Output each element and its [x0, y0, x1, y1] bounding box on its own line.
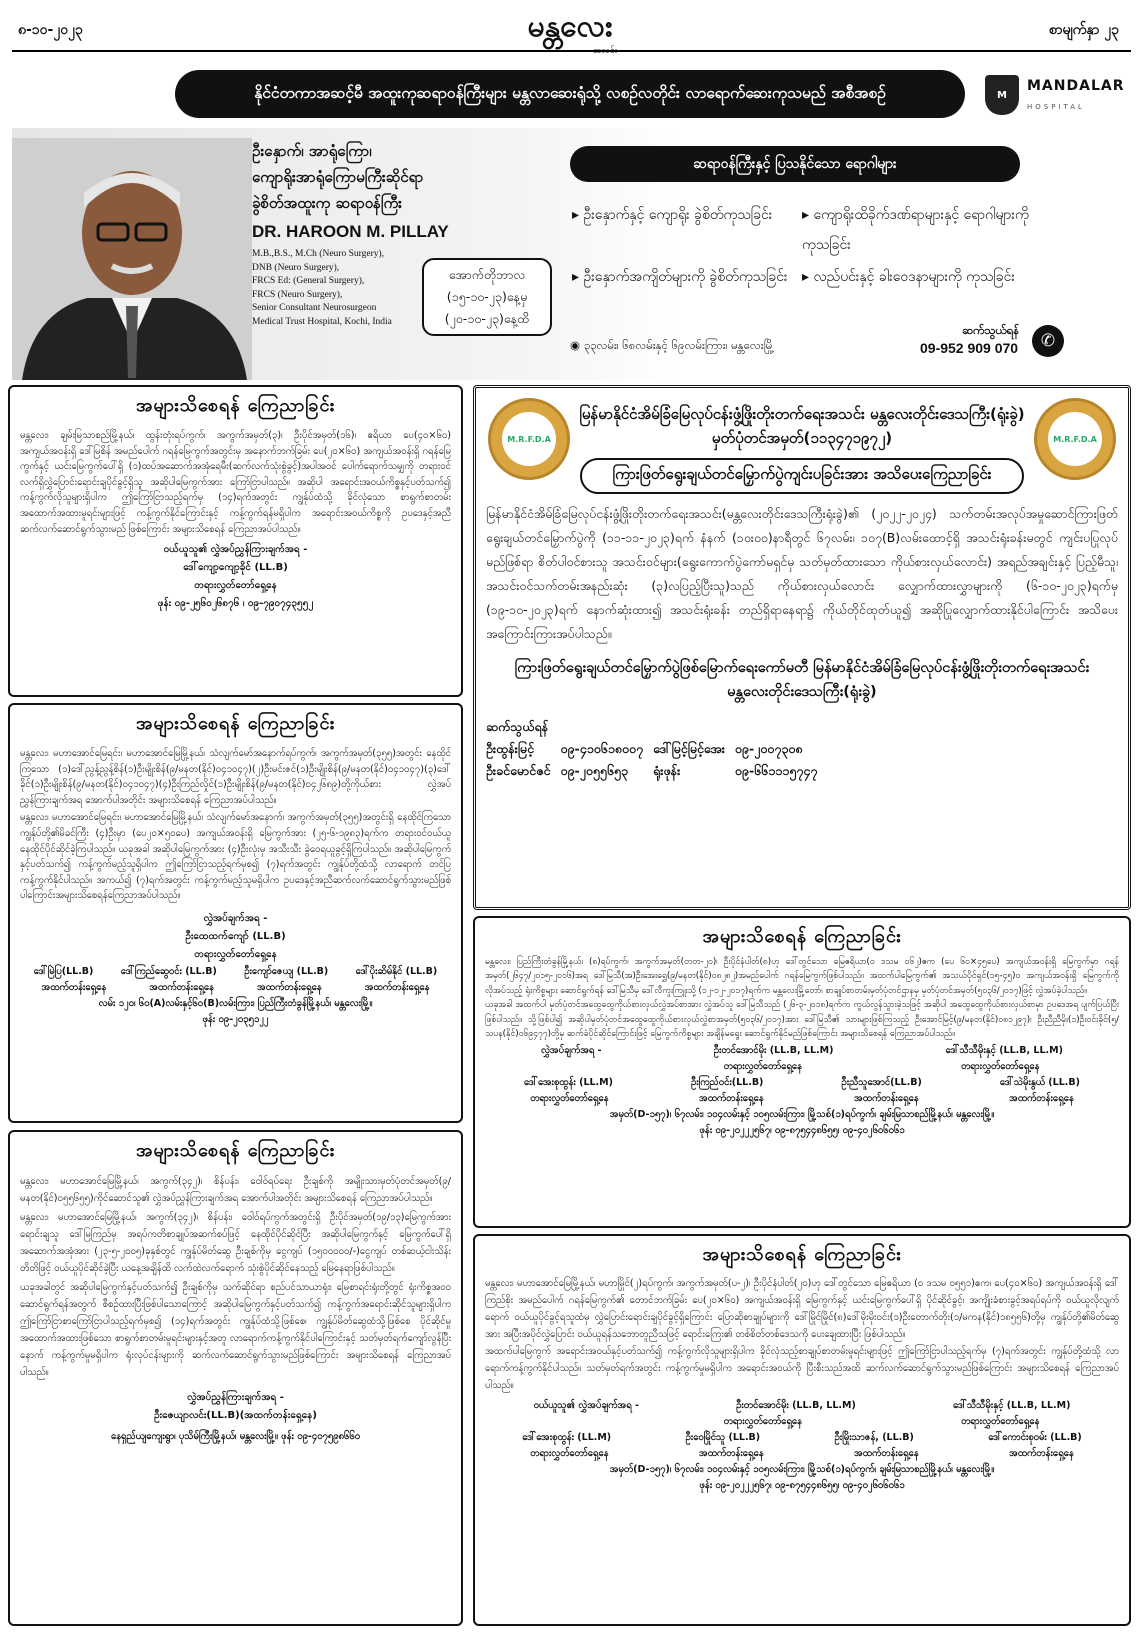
lawyer-name: ဒေါ်ကျော့ကျော့ခိုင် (LL.B) — [183, 562, 288, 574]
logo-name: MANDALAR — [1027, 77, 1125, 94]
lawyer-name: ဒေါ်ကြည်ဆွေဝင်း (LL.B) — [120, 965, 217, 977]
lawyer-role: တရားလွှတ်တော်ရှေ့နေ — [961, 1416, 1040, 1427]
doctor-photo — [12, 138, 252, 380]
notice-signature: လွှဲအပ်ချက်အရ - — [203, 912, 268, 924]
lawyer-name: ဦးဇေယျာလင်း(LL.B)(အထက်တန်းရှေ့နေ) — [154, 1410, 317, 1421]
service-item: ▸ ဦးနှောက်နှင့် ကျောရိုး ခွဲစိတ်ကုသခြင်း — [572, 207, 773, 223]
notice-body: မန္တလေး၊ မဟာအောင်မြေမြို့နယ်၊ မဟာမြိုင်(၂)ရပ်ကွက်၊ အကွက်အမှတ်(ပ-၂)၊ ဦးပိုင်နံပါတ်(၂၀)ဟု ဒေါ်တွင်သော မြေဧရိယာ (၀ ဒသမ ၀၅၅၁)ဧက၊ ပေ(၄၀×၆၀) အကျယ်အဝန်းရှိ ဒေါ်ကြည်စိုး အမည်ပေါက် ဂရန်မြေကွက်၏ တောင်ဘက်ခြမ်း ပေ(၂၀×၆၀) အကျယ်အဝန်းရှိ မြေကွက်နှင့် ယင်းမြေကွက်ပေါ်ရှိ ပိုင်ဆိုင်ခွင့်၊ အကျိုးခံစားခွင့်အရပ်ရပ်ကို ဝယ်ယူလိုလျက်ရောက် ဝယ်ယူပိုင်ခွင့်ရသူထံမှ လွှဲပြောင်းရောင်းချပိုင်ခွင့်ရှိကြောင်း ပြောဆိုစာချုပ်များကို ဒေါ်မြိုင်မြိုင်(၈)ဒေါ်မိုးမိုးဝင်း(၁)ဦးတောက်တိုး(၁/မကန(နိုင်)၁၈၅၅၆)တို့မှ ကျွန်ုပ်တို့၏မိတ်ဆွေအား အပြီးအပိုင်လွှဲပြောင်း ဝယ်ယူရန်သဘောတူညီသဖြင့် ရောင်းကြေး၏ တစ်စိတ်တစ်ဒေသကို ပေးချေထားပြီး ဖြစ်ပါသည်။ — [485, 1278, 1119, 1340]
hospital-logo — [985, 72, 1125, 118]
lawyer-list — [485, 1398, 1119, 1414]
lawyer-role: တရားလွှတ်တော်ရှေ့နေ — [530, 1093, 609, 1105]
lawyer-role: တရားလွှတ်တော်ရှေ့နေ — [723, 1061, 802, 1073]
lawyer-roles — [485, 1059, 1119, 1075]
notice-address: အမှတ်(D-၁၅၇)၊ ၆၇လမ်း၊ ၁၀၄လမ်းနှင့် ၁၀၅လမ်းကြား၊ မြို့သစ်(၁)ရပ်ကွက်၊ ချမ်းမြသာစည်မြို့နယ်၊ မန္တလေးမြို့။ — [609, 1109, 995, 1121]
lawyer-role: အထက်တန်းရှေ့နေ — [149, 981, 214, 993]
notice-5 — [473, 1234, 1131, 1626]
lawyer-role: တရားလွှတ်တော်ရှေ့နေ — [194, 580, 277, 592]
hospital-phone: 09-952 909 070 — [920, 340, 1019, 356]
contact-phone: ၀၉-၆၆၁၁၁၅၇၄၇ — [734, 763, 818, 778]
notice-title: အများသိစေရန် ကြေညာခြင်း — [135, 395, 336, 416]
notice-title: အများသိစေရန် ကြေညာခြင်း — [135, 713, 336, 734]
notice-body: မန္တလေး၊ ပြည်ကြီးတံခွန်မြို့နယ်၊ (၈)ရပ်ကွက်၊ အကွက်အမှတ်(တတ-၂၀)၊ ဦးပိုင်နံပါတ်(၈)ဟု ဒေါ်တွင်သော မြေဧရိယာ(၀ ဒသမ ၀၆၂)ဧက (ပေ ၆၀×၄၅ပေ) အကျယ်အဝန်းရှိ မြေကွက်မှာ ဂရန်အမှတ်(၂၆၄၇/၂၀၁၅-၂၀၁၆)အရ ဒေါ်မြသီ(အ)ဦးအေးရွှေ(၉/မနတ(နိုင်)၀၈၂၈၂)အမည်ပေါက် ဂရန်မြေကွက်ဖြစ်ပါသည်။ အထက်ပါမြေကွက်၏ အသယ်ပိုင်ရှင်(၁၅-၄၅)ဝ အကျယ်အဝန်းရှိ မြေကွက်ကို လိုအပ်သည့် ရုံးကိစ္စများ ဆောင်ရွက်ရန် ဒေါ်မြသီမှ ဒေါ်လီကူးကြူးသို့ (၁၂-၁၂-၂၀၁၇)ရက်က မန္တလေးမြို့တော်၊ စာချုပ်စာတမ်းမှတ်ပုံတင်ဌာနမှ မှတ်ပုံတင်အမှတ်(၅၀၃၆/၂၀၁၇)ဖြင့် လွှဲအပ်ခဲ့ပါသည်။ — [485, 957, 1119, 996]
lawyer-name: ဒေါ်သဲမိုးနွယ် (LL.B) — [999, 1077, 1080, 1089]
notice-phone: ဖုန်း ၀၉-၂၅၆၀၂၆၈၇၆ ၊ ၀၉-၇၉၀၇၄၃၅၅၂ — [157, 598, 314, 610]
notice-body: ယခုအခါ အထက်ပါ မှတ်ပုံတင်အထွေထွေကိုယ်စားလှယ်လွှဲအပ်စာအား လွှဲအပ်သူ ဒေါ်မြသီသည် (၂၆-၃-၂၀၁၈)ရက်က ကွယ်လွန်သွားခဲ့သဖြင့် အဆိုပါ အထွေထွေကိုယ်စားလှယ်စာမှာ ဥပဒေအရ ပျက်ပြယ်ပြီးဖြစ်ပါသည်။ သို့ဖြစ်ပါ၍ အဆိုပါမှတ်ပုံတင်အထွေထွေကိုယ်စားလှယ်လွှဲစာအမှတ်(၅၀၃၆/၂၀၁၇)အား ဒေါ်မြသီ၏ သားများဖြစ်ကြသည့် ဦးအောင်မြင့်(၉/မနတ(နိုင်)၀၈၁၂၉၇)၊ ဦးညီညီမိုး(၁)ဦးဝင်းခိုင်(၅/သပန(နိုင်)၀၆၉၄၇၇)တို့မှ ဆက်ခံပိုင်ဆိုင်ကြောင်းဖြင့် မြေကွက်ကိစ္စများ အချိန်မရွေး ဆောင်ရွက်နိုင်မည်ဖြစ်ကြောင်း အများသိစေရန် ကြေညာအပ်ပါသည်။ — [485, 1000, 1119, 1040]
credential-line: FRCS (Neuro Surgery), — [252, 289, 343, 300]
contact-label: ဆက်သွယ်ရန် — [962, 323, 1020, 337]
notice-address: အမှတ်(D-၁၅၇)၊ ၆၇လမ်း၊ ၁၀၄လမ်းနှင့် ၁၀၅လမ်းကြား၊ မြို့သစ်(၁)ရပ်ကွက်၊ ချမ်းမြသာစည်မြို့နယ်၊ မန္တလေးမြို့။ — [609, 1464, 995, 1475]
header-rule — [12, 50, 1131, 52]
notice-body: အထက်ပါမြေကွက် အရောင်းအဝယ်နှင့်ပတ်သက်၍ ကန့်ကွက်လိုသူများရှိပါက ခိုင်လုံသည့်စာချုပ်စာတမ်းမူရင်းများဖြင့် ဤကြော်ငြာပါသည့်ရက်မှ (၇)ရက်အတွင်း ကျွန်ုပ်တို့ထံသို့ လာရောက်ကန့်ကွက်နိုင်ပါသည်။ သတ်မှတ်ရက်အတွင်း ကန့်ကွက်မှုမရှိပါက အရောင်းအဝယ်ကို ပြီးစီးသည်အထိ ဆက်လက်ဆောင်ရွက်သွားမည်ဖြစ်ကြောင်း အများသိစေရန် ကြေညာအပ်ပါသည်။ — [485, 1346, 1119, 1391]
service-item: ▸ လည်ပင်းနှင့် ခါးဝေဒနာများကို ကုသခြင်း — [802, 269, 1015, 285]
lawyer-role: တရားလွှတ်တော်ရှေ့နေ — [723, 1416, 802, 1427]
lawyer-name: ဦးကျော်ဇေယျ (LL.B) — [244, 965, 329, 977]
service-item: ▸ ဦးနှောက်အကျိတ်များကို ခွဲစိတ်ကုသခြင်း — [572, 269, 788, 285]
lawyer-name: ဦးဝေမြိုင်သူ (LL.B) — [685, 1432, 761, 1443]
contact-block — [486, 716, 1118, 782]
contact-phone: ၀၉-၂၀၀၇၃၀၈ — [734, 741, 803, 756]
phone-icon: ✆ — [1032, 325, 1064, 357]
lawyer-role: အထက်တန်းရှေ့နေ — [698, 1448, 764, 1459]
notice-2 — [8, 703, 463, 1123]
credential-line: DNB (Neuro Surgery), — [252, 262, 340, 273]
contact-name: ဦးထွန်းမြင့် — [486, 741, 535, 756]
lawyer-list — [485, 1075, 1119, 1091]
notice-body: ယခုအခါတွင် အဆိုပါမြေကွက်နှင့်ပတ်သက်၍ ဦးချစ်ကိုမှ သက်ဆိုင်ရာ စည်ပင်သာယာရုံး၊ မြေစာရင်းရုံးတို့တွင် ရုံးကိစ္စအဝဝဆောင်ရွက်ရန်အတွက် စီစဉ်ထားပြီးဖြစ်ပါသောကြောင့် အဆိုပါမြေကွက်နှင့်ပတ်သက်၍ ကန့်ကွက်အရောင်းဆိုင်သူများရှိပါက ဤကြော်ငြာစာကြော်ငြာပါသည့်ရက်မှစ၍ (၁၄)ရက်အတွင်း ကျွန်ုပ်ထံသို့ဖြစ်စေ၊ ကျွန်ုပ်မိတ်ဆွေထံသို့ဖြစ်စေ ပိုင်ဆိုင်မှုအထောက်အထားဖြစ်သော စာရွက်စာတမ်းမူရင်းများနှင့်အတူ လာရောက်ကန့်ကွက်နိုင်ပါကြောင်းနှင့် သတ်မှတ်ရက်ကျော်လွန်ပြီးနောက် ကန့်ကွက်မှုမရှိပါက ရုံးလုပ်ငန်းများကို ဆက်လက်ဆောင်ရွက်သွားမည်ဖြစ်ကြောင်း အများသိစေရန် ကြေညာအပ်ပါသည်။ — [20, 1282, 451, 1378]
service-item: ▸ ကျောရိုးထိခိုက်ဒဏ်ရာများနှင့် ရောဂါများကို ကုသခြင်း — [802, 207, 1029, 253]
lawyer-role: အထက်တန်းရှေ့နေ — [698, 1093, 764, 1105]
notice-3 — [8, 1130, 463, 1626]
notice-title: အများသိစေရန် ကြေညာခြင်း — [135, 1140, 336, 1161]
notice-subtitle: ကြားဖြတ်ရွေးချယ်တင်မြှောက်ပွဲကျင်းပခြင်းအား အသိပေးကြေညာခြင်း — [580, 458, 1024, 494]
lawyer-list — [485, 1430, 1119, 1446]
doctor-title — [252, 138, 482, 216]
lawyer-roles — [485, 1091, 1119, 1107]
lawyer-name: ဒေါ်ပိုးဆိမ်နိုင် (LL.B) — [355, 965, 438, 977]
lawyer-name: ဦးထေထက်ကျော် (LL.B) — [185, 930, 286, 942]
lawyer-role: တရားလွှတ်တော်ရှေ့နေ — [530, 1448, 609, 1459]
visit-month: အောက်တိုဘာလ — [448, 267, 526, 282]
notice-body: မြန်မာနိုင်ငံအိမ်ခြံမြေလုပ်ငန်းဖွံ့ဖြိုးတိုးတက်ရေးအသင်း(မန္တလေးတိုင်းဒေသကြီးရုံးခွဲ)၏ (၂၀၂၂-၂၀၂၄) သက်တမ်းအလုပ်အမှုဆောင်ကြားဖြတ်ရွေးချယ်တင်မြှောက်ပွဲကို (၁၁-၁၁-၂၀၂၃)ရက် နံနက် (၁၀း၀၀)နာရီတွင် ၆၇လမ်း၊ ၁၀၇(B)လမ်းထောင့်ရှိ အသင်းရုံးခန်းမတွင် ကျင်းပပြုလုပ်မည်ဖြစ်ရာ စိတ်ပါဝင်စားသူ အသင်းဝင်များ(ရွေးကောက်ပွဲကော်မရှင်မှ သတ်မှတ်ထားသော ကိုယ်စားလှယ်လောင်း) အရည်အချင်းနှင့် ပြည့်မီသူ၊ အသင်းဝင်သက်တမ်းအနည်းဆုံး (၃)လပြည့်ပြီးသူ)သည် ကိုယ်စားလှယ်လောင်း လျှောက်ထားလွှာများကို (၆-၁၀-၂၀၂၃)ရက်မှ (၁၉-၁၀-၂၀၂၃)ရက် နောက်ဆုံးထား၍ အသင်းရုံးခန်း တည်ရှိရာနေရာ၌ ကိုယ်တိုင်ထုတ်ယူ၍ အဆိုပြုလျှောက်ထားနိုင်ပါကြောင်း အသိပေးအကြောင်းကြားအပ်ပါသည်။ — [486, 506, 1118, 641]
doctor-title-2: ကျောရိုးအာရုံကြောမကြီးဆိုင်ရာ — [252, 168, 424, 186]
logo-sub: HOSPITAL — [1027, 102, 1085, 111]
notice-title: အများသိစေရန် ကြေညာခြင်း — [702, 926, 902, 947]
notice-body: မန္တလေး၊ ချမ်းမြသာစည်မြို့နယ်၊ ထွန်းတုံးရပ်ကွက်၊ အကွက်အမှတ်(၃)၊ ဦးပိုင်အမှတ်(၁၆)၊ ဧရိယာ ပေ(၄၀×၆၀) အကျယ်အဝန်းရှိ ဒေါ်မြစိန် အမည်ပေါက် ဂရန်မြေကွက်အတွင်းမှ အနောက်ဘက်ခြမ်း ပေ(၂၀×၆၀) အကျယ်အဝန်းရှိ ဂရန်မြေကွက်နှင့် ယင်းမြေကွက်ပေါ်ရှိ (၁)ထပ်အဆောက်အအုံရေမီး(ဆက်လက်သုံးစွဲခွင့်)အပါအဝင် ပေါက်ရောက်သမျှကို တရားဝင်လက်ရှိလွှဲပြောင်းရောင်းချပိုင်ခွင့်ရှိသူ အဆိုပါမြေကွက်အား ကြော်ငြာပါသည်။ အဆိုပါ အရောင်းအဝယ်ကိစ္စနှင့်ပတ်သက်၍ ကန့်ကွက်လိုသူများရှိပါက ဤကြော်ငြာသည့်ရက်မှ (၁၄)ရက်အတွင်း ကျွန်ုပ်ထံသို့ ခိုင်လုံသော စာရွက်စာတမ်း အထောက်အထားမူရင်းများဖြင့် ကန့်ကွက်နိုင်ကြောင်းနှင့် ကန့်ကွက်ရန်မရှိပါက အရောင်းအဝယ်ကိစ္စကို ဥပဒေနှင့်အညီ ဆက်လက်ဆောင်ရွက်သွားမည် ဖြစ်ကြောင်း အများသိစေရန် ကြေညာအပ်ပါသည်။ — [20, 430, 451, 535]
election-notice — [473, 385, 1131, 910]
issue-date: ၈-၁၀-၂၀၂၃ — [18, 22, 83, 38]
lawyer-name: ဦးမြိုးသာဇန်, (LL.B) — [834, 1432, 914, 1443]
contact-label: ဆက်သွယ်ရန် — [486, 719, 549, 734]
visit-to: (၂၀-၁၀-၂၃)နေ့ထိ — [444, 311, 530, 326]
lawyer-role: အထက်တန်းရှေ့နေ — [364, 981, 430, 993]
association-heading: မြန်မာနိုင်ငံအိမ်ခြံမြေလုပ်ငန်းဖွံ့ဖြိုးတိုးတက်ရေးအသင်း မန္တလေးတိုင်းဒေသကြီး(ရုံးခွဲ) မှတ်ပုံတင်အမှတ်(၁၁၃၄၇၁၉၇၂) — [579, 405, 1025, 447]
notice-body: မန္တလေး၊ မဟာအောင်မြေရင်း၊ မဟာအောင်မြေမြို့နယ်၊ သံလျက်မော်အနောက်ရပ်ကွက်၊ အကွက်အမှတ်(၃၅၅)အတွင်း နေထိုင်ကြသော (၁)ဒေါ်ညွန့်ညွန့်စိန်(၁)ဦးမျိုးစိန်(၉/မနတ(နိုင်)၀၄၁၀၄၇)(၂)ဦးမင်းဇင်(၁)ဦးမျိုးစိန်(၉/မနတ(နိုင်)၀၄၁၀၄၇)(၃)ဒေါ်ခိုင်(၁)ဦးမျိုးစိန်(၉/မနတ(နိုင်)၀၄၁၀၄၇)(၄)ဦးကြည်လှိုင်(၁)ဦးမျိုးစိန်(၉/မနတ(နိုင်)၀၄၂၆၈၉)တို့ကိုယ်စား လွှဲအပ်ညွှန်ကြားချက်အရ အောက်ပါအတိုင်း အများသိစေရန် ကြေညာအပ်ပါသည်။ — [20, 748, 451, 806]
notice-signature: ဝယ်ယူသူ၏ လွှဲအပ်ချက်အရ - — [533, 1400, 639, 1411]
lawyer-roles — [20, 980, 451, 996]
visit-from: (၁၅-၁၀-၂၃)နေ့မှ — [446, 289, 528, 304]
services-label: ဆရာဝန်ကြီးနှင့် ပြသနိုင်သော ရောဂါများ — [570, 146, 1020, 182]
association-emblem-left — [488, 398, 570, 480]
notice-body: မန္တလေး၊ မဟာအောင်မြေမြို့နယ်၊ အကွက်(၃၄၂)၊ စိန်ပန်း၊ ဝေါဝ်ရပ်ရေး ဦးချစ်ကို အမျိုးသားမှတ်ပုံတင်အမှတ်(၉/မနတ(နိုင်)၀၅၅၆၅၅)ကိုင်ဆောင်သူ၏ လွှဲအပ်ညွှန်ကြားချက်အရ အောက်ပါအတိုင်း အများသိစေရန် ကြေညာအပ်ပါသည်။ — [20, 1176, 451, 1204]
lawyer-list — [20, 964, 451, 980]
lawyer-role: တရားလွှတ်တော်ရှေ့နေ — [194, 948, 277, 960]
emblem-text: M.R.F.D.A — [1048, 412, 1102, 466]
lawyer-role: အထက်တန်းရှေ့နေ — [1009, 1093, 1074, 1105]
lawyer-role: အထက်တန်းရှေ့နေ — [854, 1093, 919, 1105]
credential-line: FRCS Ed: (General Surgery), — [252, 276, 365, 286]
notice-signature: လွှဲအပ်ချက်အရ - — [541, 1045, 602, 1057]
contact-phone: ၀၉-၄၁၀၆၁၈၀၀၇ — [560, 741, 644, 756]
lawyer-name: ဒေါ်အေးစုထွန်း (LL.M) — [522, 1432, 612, 1443]
location-pin-icon: ◉ — [570, 338, 581, 352]
association-emblem-right — [1034, 398, 1116, 480]
notice-phone: ဖုန်း ၀၉-၂၀၂၂၂၅၆၇၊ ၀၉-၈၇၅၄၄၈၆၅၅၊ ၀၉-၄၀၂၆၀၆၀၆၁ — [699, 1125, 905, 1137]
masthead-title: မန္တလေး — [527, 9, 613, 44]
credential-line: Senior Consultant Neurosurgeon — [252, 303, 377, 313]
lawyer-role: အထက်တန်းရှေ့နေ — [854, 1448, 919, 1459]
doctor-ad — [12, 128, 1131, 380]
notice-1 — [8, 385, 463, 697]
lawyer-roles — [485, 1414, 1119, 1430]
contact-name: ဦးခင်မောင်ဇင် — [486, 763, 551, 778]
contact-name: ဒေါ်မြင့်မြင့်အေး — [653, 741, 725, 756]
lawyer-name: ဒေါ်ကောင်းစုဝမ်း (LL.B) — [988, 1432, 1082, 1443]
lawyer-role: အထက်တန်းရှေ့နေ — [257, 981, 322, 993]
doctor-name: DR. HAROON M. PILLAY — [252, 222, 449, 241]
doctor-title-3: ခွဲစိတ်အထူးကု ဆရာဝန်ကြီး — [252, 194, 402, 212]
contact-table — [486, 738, 827, 782]
contact-row — [486, 760, 827, 782]
notice-phone: ဖုန်း ၀၉-၂၀၃၅၁၂၂ — [202, 1013, 269, 1025]
lawyer-name: ဒေါ်သီသီမိုးနှင့် (LL.B, LL.M) — [945, 1045, 1063, 1057]
notice-signature: ဝယ်ယူသူ၏ လွှဲအပ်ညွှန်ကြားချက်အရ - — [163, 544, 308, 556]
doctor-title-1: ဦးနှောက်၊ အာရုံကြော၊ — [252, 142, 372, 160]
credential-line: Medical Trust Hospital, Kochi, India — [252, 316, 392, 327]
notice-4 — [473, 916, 1131, 1228]
hospital-banner: နိုင်ငံတကာအဆင့်မီ အထူးကုဆရာဝန်ကြီးများ မန္တလာဆေးရုံသို့ လစဉ်လတိုင်း လာရောက်ဆေးကုသမည် အစီအစဉ် — [175, 70, 965, 118]
lawyer-name: ဒေါ်သီသီမိုးနှင့် (LL.B, LL.M) — [952, 1400, 1071, 1411]
lawyer-name: ဒေါ်အေးစုထွန်း (LL.M) — [524, 1077, 613, 1089]
contact-name: ရုံးဖုန်း — [653, 763, 681, 778]
lawyer-name: ဦးညီသူအောင်(LL.B) — [841, 1077, 922, 1089]
lawyer-name: ဦးတင်အောင်မိုး (LL.B, LL.M) — [713, 1045, 834, 1057]
notice-address: လမ်း ၁၂၀၊ ၆၀(A)လမ်းနှင့်၆၀(B)လမ်းကြား၊ ပြည်ကြီးတံခွန်မြို့နယ်၊ မန္တလေးမြို့။ — [98, 997, 373, 1009]
notice-title: အများသိစေရန် ကြေညာခြင်း — [702, 1244, 902, 1265]
lawyer-list — [485, 1043, 1119, 1059]
lawyer-role: အထက်တန်းရှေ့နေ — [1009, 1448, 1074, 1459]
page-number: စာမျက်နှာ ၂၃ — [1048, 22, 1119, 38]
notice-body: မန္တလေး၊ မဟာအောင်မြေမြို့နယ်၊ အကွက်(၃၄၂)၊ စိန်ပန်း၊ ဝေါဝ်ရပ်ကွက်အတွင်းရှိ ဦးပိုင်အမှတ်(၁၉/၁၃)မြေကွက်အား ရောင်းချသူ ဒေါ်မြကြည်မှ အရပ်ကတိစာချုပ်အဆက်စပ်ဖြင့် နေထိုင်ပိုင်ဆိုင်ပြီး အဆိုပါမြေကွက်နှင့် မြေကွက်ပေါ်ရှိ အဆောက်အအုံအား (၂၃-၅-၂၀၀၅)ခုနှစ်တွင် ကျွန်ုပ်မိတ်ဆွေ ဦးချစ်ကိုမှ ငွေကျပ် (၁၅၀၀၀၀၀/-)ငွေကျပ် တစ်ဆယ့်ငါးသိန်းတိတိဖြင့် ဝယ်ယူပိုင်ဆိုင်ခဲ့ပြီး ယနေ့အချိန်ထိ လက်ထဲလက်ရောက် သုံးစွဲပိုင်ဆိုင်နေသည့် မြေနေရာဖြစ်ပါသည်။ — [20, 1212, 451, 1274]
notice-signature: လွှဲအပ်ညွှန်ကြားချက်အရ - — [187, 1392, 284, 1403]
lawyer-name: ဦးကြည်ဝင်း(LL.B) — [690, 1077, 764, 1089]
shield-icon: M — [985, 75, 1019, 115]
doctor-credentials — [252, 248, 442, 329]
lawyer-role: တရားလွှတ်တော်ရှေ့နေ — [961, 1061, 1040, 1073]
visit-dates — [422, 258, 552, 336]
contact-phone: ၀၉-၂၀၅၅၆၅၃ — [560, 763, 629, 778]
lawyer-name: ဦးတင်အောင်မိုး (LL.B, LL.M) — [736, 1400, 856, 1411]
committee-name: ကြားဖြတ်ရွေးချယ်တင်မြှောက်ပွဲဖြစ်မြောက်ရေးကော်မတီ မြန်မာနိုင်ငံအိမ်ခြံမြေလုပ်ငန်းဖွံ့ဖြိုးတိုးတက်ရေးအသင်း မန္တလေးတိုင်းဒေသကြီး(ရုံးခွဲ) — [514, 660, 1090, 700]
lawyer-roles — [485, 1446, 1119, 1462]
contact-row — [486, 738, 827, 760]
hospital-address: ◉ ၃၃လမ်း၊ ၆၈လမ်းနှင့် ၆၉လမ်းကြား၊ မန္တလေးမြို့ — [570, 338, 774, 352]
credential-line: M.B.,B.S., M.Ch (Neuro Surgery), — [252, 249, 385, 259]
emblem-text: M.R.F.D.A — [502, 412, 556, 466]
lawyer-name: ဒေါ်မြဲပြ(LL.B) — [33, 965, 94, 977]
lawyer-role: အထက်တန်းရှေ့နေ — [41, 981, 107, 993]
notice-phone: ဖုန်း ၀၉-၂၀၂၂၂၅၆၇၊ ၀၉-၈၇၅၄၄၈၆၅၅၊ ၀၉-၄၀၂၆၀၆၀၆၁ — [699, 1480, 905, 1491]
notice-address: နေရှည်ယျကျေးရွာ၊ ပုသိမ်ကြီးမြို့နယ်၊ မန္တလေးမြို့။ ဖုန်း ၀၉-၄၀၇၅၉၈၆၆၀ — [110, 1431, 361, 1442]
notice-body: မန္တလေး၊ မဟာအောင်မြေရင်း၊ မဟာအောင်မြေမြို့နယ်၊ သံလျက်မော်အနောက်၊ အကွက်အမှတ်(၃၅၅)အတွင်းရှိ နေထိုင်ကြသော ကျွန်ုပ်တို့၏မိခင်ကြီး (၄)ဦးမှာ (ပေ၂၀×၅၀ပေ) အကျယ်အဝန်းရှိ မြေကွက်အား (၂၅-၆-၁၉၈၃)ရက်က တရားဝင်ဝယ်ယူ နေထိုင်ပိုင်ဆိုင်ခဲ့ကြပါသည်။ ယခုအခါ အဆိုပါမြေကွက်အား (၄)ဦးလုံးမှ အသီးသီး ခွဲဝေရယူခွင့်ရှိကြပါသည်။ အဆိုပါမြေကွက်နှင့်ပတ်သက်၍ ကန့်ကွက်မည့်သူရှိပါက ဤကြော်ငြာသည့်ရက်မှစ၍ (၇)ရက်အတွင်း ကျွန်ုပ်တို့ထံသို့ လာရောက် တင်ပြကန့်ကွက်နိုင်ပါသည်။ အကယ်၍ (၇)ရက်အတွင်း ကန့်ကွက်မည့်သူမရှိပါက ဥပဒေနှင့်အညီဆက်လက်ဆောင်ရွက်သွားမည်ဖြစ်ပါကြောင်းအများသိစေရန်ကြေညာအပ်ပါသည်။ — [20, 812, 451, 902]
